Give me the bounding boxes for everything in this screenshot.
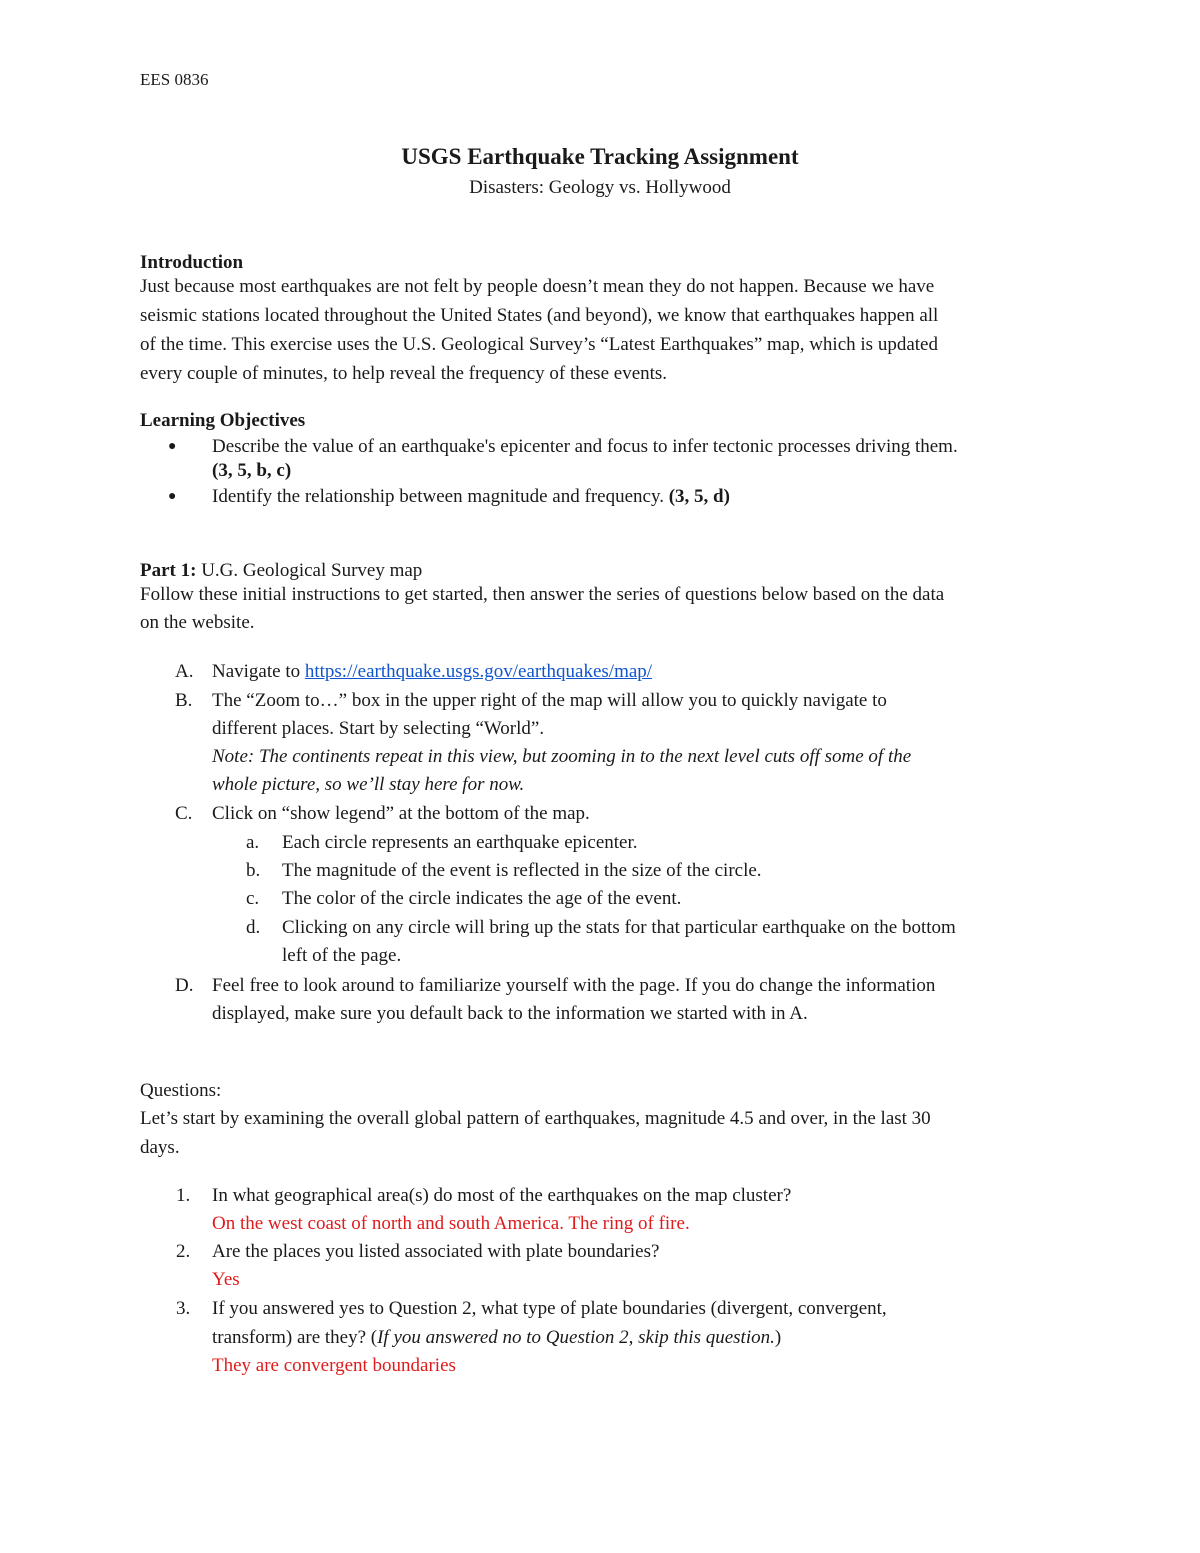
step-letter: C. xyxy=(175,803,193,824)
document-subtitle: Disasters: Geology vs. Hollywood xyxy=(469,177,731,198)
part1-label: Part 1: xyxy=(140,560,197,581)
intro-line: seismic stations located throughout the United States (and beyond), we know that earthquakes happen all xyxy=(140,305,939,326)
question-text: Are the places you listed associated with plate boundaries? xyxy=(212,1241,660,1262)
sub-step-text: left of the page. xyxy=(282,945,402,966)
sub-step-letter: c. xyxy=(246,888,260,909)
objective-item-code: (3, 5, d) xyxy=(668,486,730,507)
objective-item xyxy=(212,486,730,508)
intro-line: every couple of minutes, to help reveal the frequency of these events. xyxy=(140,363,668,384)
step-a xyxy=(212,661,652,683)
question-answer: Yes xyxy=(212,1269,240,1290)
bullet-dot-icon: ● xyxy=(168,489,177,504)
question-text: If you answered yes to Question 2, what type of plate boundaries (divergent, convergent, xyxy=(212,1298,887,1319)
sub-step-letter: a. xyxy=(246,832,260,853)
sub-step-text: Each circle represents an earthquake epicenter. xyxy=(282,832,638,853)
question-skip-note: If you answered no to Question 2, skip this question. xyxy=(377,1327,775,1348)
sub-step-letter: d. xyxy=(246,917,261,938)
objective-item-text: Describe the value of an earthquake's epicenter and focus to infer tectonic processes driving them. xyxy=(212,436,958,457)
intro-line: Just because most earthquakes are not felt by people doesn’t mean they do not happen. Because we have xyxy=(140,276,935,297)
part1-heading xyxy=(140,560,422,582)
sub-step-text: The magnitude of the event is reflected in the size of the circle. xyxy=(282,860,762,881)
objective-item-code: (3, 5, b, c) xyxy=(212,460,292,481)
step-b-text: different places. Start by selecting “World”. xyxy=(212,718,545,739)
step-d-text: Feel free to look around to familiarize yourself with the page. If you do change the information xyxy=(212,975,936,996)
step-letter: D. xyxy=(175,975,194,996)
questions-intro: days. xyxy=(140,1137,180,1158)
step-b-text: The “Zoom to…” box in the upper right of the map will allow you to quickly navigate to xyxy=(212,690,887,711)
step-letter: A. xyxy=(175,661,194,682)
step-d-text: displayed, make sure you default back to the information we started with in A. xyxy=(212,1003,808,1024)
step-letter: B. xyxy=(175,690,193,711)
step-a-text: Navigate to xyxy=(212,661,305,682)
course-code: EES 0836 xyxy=(140,70,209,89)
questions-heading: Questions: xyxy=(140,1080,222,1101)
bullet-dot-icon: ● xyxy=(168,439,177,454)
sub-step-letter: b. xyxy=(246,860,261,881)
step-c-text: Click on “show legend” at the bottom of the map. xyxy=(212,803,590,824)
sub-step-text: Clicking on any circle will bring up the stats for that particular earthquake on the bottom xyxy=(282,917,956,938)
part1-title: U.G. Geological Survey map xyxy=(196,560,423,581)
questions-intro: Let’s start by examining the overall global pattern of earthquakes, magnitude 4.5 and over, in the last 30 xyxy=(140,1108,931,1129)
intro-line: of the time. This exercise uses the U.S. Geological Survey’s “Latest Earthquakes” map, which is updated xyxy=(140,334,938,355)
question-answer: On the west coast of north and south America. The ring of fire. xyxy=(212,1213,690,1234)
question-answer: They are convergent boundaries xyxy=(212,1355,456,1376)
question-text xyxy=(212,1327,781,1349)
question-number: 3. xyxy=(176,1298,191,1319)
objectives-heading: Learning Objectives xyxy=(140,410,306,431)
step-b-note: whole picture, so we’ll stay here for now. xyxy=(212,774,525,795)
objective-item-text: Identify the relationship between magnitude and frequency. xyxy=(212,486,669,507)
question-text-part: transform) are they? ( xyxy=(212,1327,378,1348)
question-number: 1. xyxy=(176,1185,191,1206)
usgs-map-link[interactable]: https://earthquake.usgs.gov/earthquakes/map/ xyxy=(304,661,653,682)
question-text: In what geographical area(s) do most of the earthquakes on the map cluster? xyxy=(212,1185,792,1206)
intro-heading: Introduction xyxy=(140,252,244,273)
question-text-part: ) xyxy=(774,1327,782,1348)
step-b-note: Note: The continents repeat in this view, but zooming in to the next level cuts off some of the xyxy=(212,746,912,767)
document-title: USGS Earthquake Tracking Assignment xyxy=(401,144,799,169)
question-number: 2. xyxy=(176,1241,191,1262)
sub-step-text: The color of the circle indicates the age of the event. xyxy=(282,888,682,909)
part1-instructions: Follow these initial instructions to get started, then answer the series of questions below based on the data xyxy=(140,584,945,605)
part1-instructions: on the website. xyxy=(140,612,255,633)
